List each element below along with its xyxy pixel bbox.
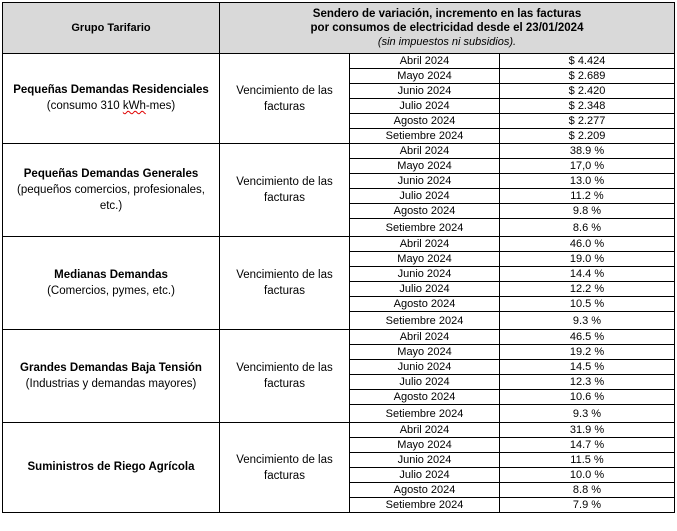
month-cell: Abril 2024 — [350, 330, 500, 345]
tariff-group-cell — [3, 423, 220, 513]
value-cell: 9.8 % — [500, 204, 675, 219]
month-cell: Setiembre 2024 — [350, 405, 500, 423]
tariff-group-cell — [3, 144, 220, 237]
tariff-group-description: (Comercios, pymes, etc.) — [47, 284, 175, 297]
tariff-group-name: Medianas Demandas — [54, 268, 168, 281]
billing-period-cell: Vencimiento de las facturas — [220, 54, 350, 144]
description-unit: kWh — [122, 100, 146, 112]
tariff-group-description — [7, 98, 215, 114]
month-cell: Agosto 2024 — [350, 204, 500, 219]
value-cell: 11.5 % — [500, 453, 675, 468]
billing-period-cell: Vencimiento de las facturas — [220, 237, 350, 330]
month-cell: Julio 2024 — [350, 189, 500, 204]
month-cell: Agosto 2024 — [350, 483, 500, 498]
value-cell: 46.0 % — [500, 237, 675, 252]
month-cell: Agosto 2024 — [350, 297, 500, 312]
header-tariff-group — [3, 3, 220, 54]
month-cell: Agosto 2024 — [350, 114, 500, 129]
month-cell: Mayo 2024 — [350, 438, 500, 453]
tariff-group-cell — [3, 330, 220, 423]
value-cell: $ 2.689 — [500, 69, 675, 84]
month-cell: Mayo 2024 — [350, 345, 500, 360]
value-cell: 14.7 % — [500, 438, 675, 453]
month-cell: Setiembre 2024 — [350, 129, 500, 144]
month-cell: Junio 2024 — [350, 267, 500, 282]
tariff-group-description: (pequeños comercios, profesionales, etc.) — [17, 183, 205, 212]
value-cell: 11.2 % — [500, 189, 675, 204]
month-cell: Junio 2024 — [350, 84, 500, 99]
month-cell: Abril 2024 — [350, 144, 500, 159]
value-cell: 8.6 % — [500, 219, 675, 237]
month-cell: Julio 2024 — [350, 468, 500, 483]
header-variation-line2: por consumos de electricidad desde el 23/01/2024 — [310, 22, 584, 34]
value-cell: 13.0 % — [500, 174, 675, 189]
tariff-group-name: Pequeñas Demandas Generales — [23, 167, 199, 180]
value-cell: 17,0 % — [500, 159, 675, 174]
header-tariff-group-label: Grupo Tarifario — [71, 22, 151, 34]
month-cell: Julio 2024 — [350, 375, 500, 390]
month-cell: Abril 2024 — [350, 237, 500, 252]
value-cell: 10.6 % — [500, 390, 675, 405]
value-cell: $ 2.348 — [500, 99, 675, 114]
value-cell: 38.9 % — [500, 144, 675, 159]
month-cell: Setiembre 2024 — [350, 312, 500, 330]
table-row — [3, 54, 675, 69]
table-row — [3, 237, 675, 252]
value-cell: 10.0 % — [500, 468, 675, 483]
month-cell: Julio 2024 — [350, 282, 500, 297]
header-row — [3, 3, 675, 54]
value-cell: 19.0 % — [500, 252, 675, 267]
tariff-group-description: (Industrias y demandas mayores) — [25, 377, 197, 390]
value-cell: 31.9 % — [500, 423, 675, 438]
value-cell: 12.2 % — [500, 282, 675, 297]
value-cell: 46.5 % — [500, 330, 675, 345]
description-part: (consumo 310 — [46, 100, 123, 112]
value-cell: 10.5 % — [500, 297, 675, 312]
value-cell: 14.5 % — [500, 360, 675, 375]
header-variation-line1: Sendero de variación, incremento en las facturas — [312, 8, 582, 20]
tariff-group-name: Grandes Demandas Baja Tensión — [20, 361, 202, 374]
month-cell: Abril 2024 — [350, 54, 500, 69]
month-cell: Junio 2024 — [350, 174, 500, 189]
value-cell: 9.3 % — [500, 405, 675, 423]
month-cell: Setiembre 2024 — [350, 498, 500, 513]
value-cell: $ 2.277 — [500, 114, 675, 129]
month-cell: Mayo 2024 — [350, 159, 500, 174]
value-cell: 7.9 % — [500, 498, 675, 513]
month-cell: Julio 2024 — [350, 99, 500, 114]
header-variation — [220, 3, 675, 54]
value-cell: 19.2 % — [500, 345, 675, 360]
billing-period-cell: Vencimiento de las facturas — [220, 423, 350, 513]
value-cell: $ 2.420 — [500, 84, 675, 99]
billing-period-cell: Vencimiento de las facturas — [220, 144, 350, 237]
value-cell: 14.4 % — [500, 267, 675, 282]
billing-period-cell: Vencimiento de las facturas — [220, 330, 350, 423]
tariff-table — [2, 2, 675, 513]
tariff-group-cell — [3, 54, 220, 144]
tariff-group-name: Suministros de Riego Agrícola — [27, 461, 195, 473]
month-cell: Junio 2024 — [350, 453, 500, 468]
value-cell: 8.8 % — [500, 483, 675, 498]
table-row — [3, 144, 675, 159]
value-cell: 9.3 % — [500, 312, 675, 330]
header-variation-note: (sin impuestos ni subsidios). — [377, 36, 517, 48]
table-row — [3, 423, 675, 438]
table-body — [3, 54, 675, 513]
value-cell: 12.3 % — [500, 375, 675, 390]
tariff-group-cell — [3, 237, 220, 330]
month-cell: Mayo 2024 — [350, 252, 500, 267]
value-cell: $ 2.209 — [500, 129, 675, 144]
month-cell: Abril 2024 — [350, 423, 500, 438]
value-cell: $ 4.424 — [500, 54, 675, 69]
month-cell: Setiembre 2024 — [350, 219, 500, 237]
month-cell: Mayo 2024 — [350, 69, 500, 84]
month-cell: Agosto 2024 — [350, 390, 500, 405]
month-cell: Junio 2024 — [350, 360, 500, 375]
description-part: -mes) — [145, 100, 176, 112]
table-row — [3, 330, 675, 345]
tariff-group-name: Pequeñas Demandas Residenciales — [13, 84, 209, 96]
